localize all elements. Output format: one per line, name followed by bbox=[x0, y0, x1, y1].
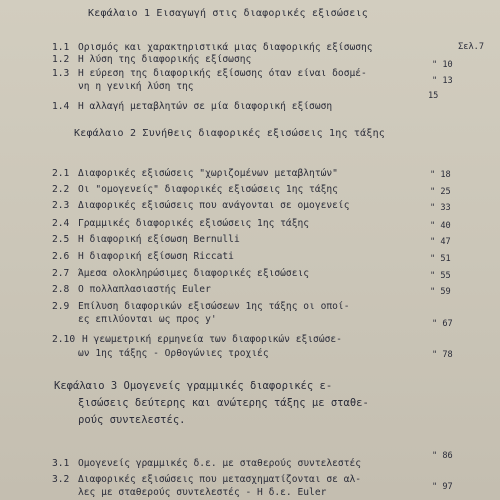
toc-entry bbox=[52, 168, 470, 182]
entry-page: " 55 bbox=[430, 271, 451, 281]
toc-entry bbox=[52, 101, 470, 115]
entry-number: 1.3 bbox=[52, 68, 70, 79]
entry-page: " 25 bbox=[430, 187, 451, 197]
entry-title: Διαφορικές εξισώσεις που ανάγονται σε ομογενείς bbox=[78, 200, 350, 211]
toc-entry bbox=[52, 268, 470, 282]
entry-number: 2.5 bbox=[52, 234, 70, 245]
entry-title: Ορισμός και χαρακτηριστικά μιας διαφορικής εξίσωσης bbox=[78, 42, 373, 53]
toc-entry bbox=[52, 284, 470, 298]
toc-entry bbox=[52, 251, 470, 265]
entry-number: 1.2 bbox=[52, 54, 70, 65]
entry-title: Η λύση της διαφορικής εξίσωσης bbox=[78, 54, 252, 65]
entry-title: Η γεωμετρική ερμηνεία των διαφορικών εξισώσε- bbox=[82, 334, 342, 345]
entry-page: " 10 bbox=[432, 60, 453, 70]
entry-title: Επίλυση διαφορικών εξισώσεων 1ης τάξης οι οποί- bbox=[78, 301, 350, 312]
entry-title: Η διαφορική εξίσωση Riccati bbox=[78, 251, 234, 262]
entry-page: " 40 bbox=[430, 221, 451, 231]
entry-page: " 97 bbox=[432, 482, 453, 492]
entry-title: Άμεσα ολοκληρώσιμες διαφορικές εξισώσεις bbox=[78, 268, 310, 279]
entry-continuation: ων 1ης τάξης - Ορθογώνιες τροχιές bbox=[78, 348, 269, 359]
entry-number: 3.1 bbox=[52, 458, 70, 469]
entry-page: " 47 bbox=[430, 237, 451, 247]
chapter3-heading-line: ρούς συντελεστές. bbox=[78, 414, 186, 426]
entry-title: Ομογενείς γραμμικές δ.ε. με σταθερούς συντελεστές bbox=[78, 458, 362, 469]
entry-page: " 78 bbox=[432, 350, 453, 360]
entry-title: Η διαφορική εξίσωση Bernulli bbox=[78, 234, 240, 245]
entry-page: " 86 bbox=[432, 451, 453, 461]
entry-title: Γραμμικές διαφορικές εξισώσεις 1ης τάξης bbox=[78, 218, 310, 229]
entry-title: Η αλλαγή μεταβλητών σε μία διαφορική εξίσωση bbox=[78, 101, 333, 112]
entry-page: " 33 bbox=[430, 203, 451, 213]
entry-title: Διαφορικές εξισώσεις "χωριζομένων μεταβλητών" bbox=[78, 168, 338, 179]
entry-number: 2.1 bbox=[52, 168, 70, 179]
toc-entry bbox=[52, 54, 470, 68]
entry-number: 2.9 bbox=[52, 301, 70, 312]
entry-page: " 59 bbox=[430, 287, 451, 297]
entry-page: " 18 bbox=[430, 170, 451, 180]
entry-page: " 51 bbox=[430, 254, 451, 264]
toc-entry bbox=[52, 218, 470, 232]
entry-page: Σελ.7 bbox=[458, 42, 484, 52]
entry-page: " 67 bbox=[432, 319, 453, 329]
chapter1-heading: Κεφάλαιο 1 Εισαγωγή στις διαφορικές εξισώσεις bbox=[88, 8, 368, 19]
toc-entry bbox=[52, 458, 470, 472]
entry-number: 2.4 bbox=[52, 218, 70, 229]
entry-title: Η εύρεση της διαφορικής εξίσωσης όταν είναι δοσμέ- bbox=[78, 68, 367, 79]
entry-title: Οι "ομογενείς" διαφορικές εξισώσεις 1ης τάξης bbox=[78, 184, 338, 195]
chapter3-heading-line: Κεφάλαιο 3 Ομογενείς γραμμικές διαφορικές ε- bbox=[54, 380, 333, 392]
entry-continuation: νη η γενική λύση της bbox=[78, 81, 194, 92]
entry-page: 15 bbox=[428, 91, 439, 101]
chapter3-heading-line: ξισώσεις δεύτερης και ανώτερης τάξης με σταθε- bbox=[78, 397, 369, 409]
toc-entry bbox=[52, 68, 470, 82]
entry-title: Ο πολλαπλασιαστής Euler bbox=[78, 284, 211, 295]
entry-continuation: ες επιλύονται ως προς y' bbox=[78, 314, 217, 325]
toc-entry bbox=[52, 200, 470, 214]
entry-page: " 13 bbox=[432, 76, 453, 86]
toc-entry bbox=[52, 184, 470, 198]
chapter2-heading: Κεφάλαιο 2 Συνήθεις διαφορικές εξισώσεις 1ης τάξης bbox=[74, 128, 386, 139]
entry-continuation: λες με σταθερούς συντελεστές - Η δ.ε. Euler bbox=[78, 487, 327, 498]
entry-number: 2.7 bbox=[52, 268, 70, 279]
entry-number: 3.2 bbox=[52, 474, 70, 485]
toc-entry bbox=[52, 334, 470, 348]
entry-number: 1.4 bbox=[52, 101, 70, 112]
entry-number: 2.8 bbox=[52, 284, 70, 295]
entry-number: 2.3 bbox=[52, 200, 70, 211]
toc-entry bbox=[52, 474, 470, 488]
entry-number: 1.1 bbox=[52, 42, 70, 53]
toc-entry bbox=[52, 234, 470, 248]
entry-title: Διαφορικές εξισώσεις που μετασχηματίζονται σε αλ- bbox=[78, 474, 362, 485]
toc-entry bbox=[52, 301, 470, 315]
entry-number: 2.10 bbox=[52, 334, 76, 345]
entry-number: 2.2 bbox=[52, 184, 70, 195]
entry-number: 2.6 bbox=[52, 251, 70, 262]
